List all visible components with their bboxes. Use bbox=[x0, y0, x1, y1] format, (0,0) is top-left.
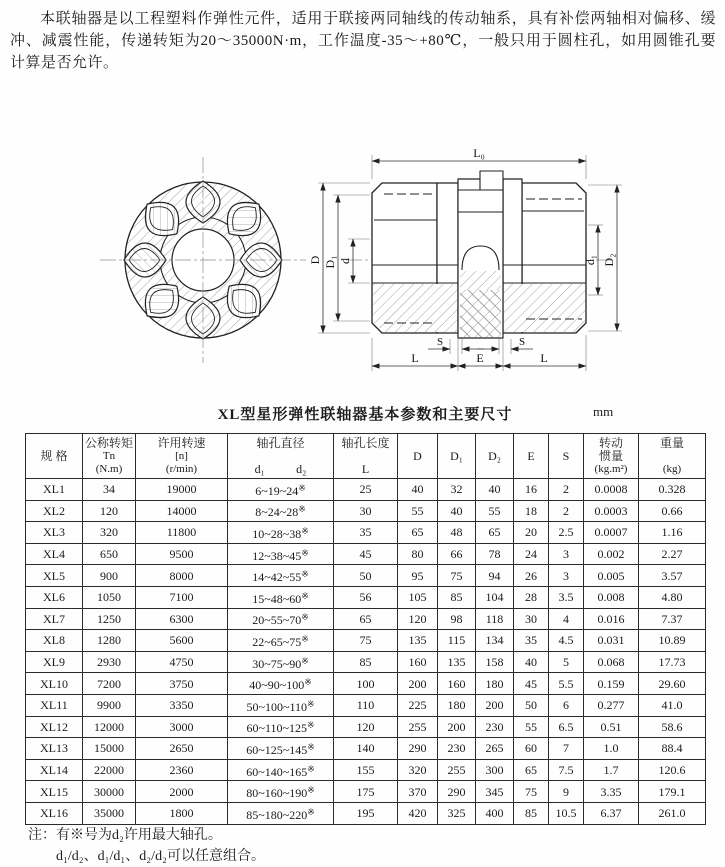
cell-spec: XL8 bbox=[26, 630, 83, 652]
max-bore-mark: ※ bbox=[304, 677, 312, 688]
note-2: d₁/d₂、d₁/d₁、d₂/d₂可以任意组合。 bbox=[56, 849, 265, 864]
cell-inertia: 0.002 bbox=[584, 543, 639, 565]
cell-D: 40 bbox=[398, 479, 438, 501]
dim-L-right: L bbox=[540, 351, 548, 365]
cell-length: 56 bbox=[334, 586, 398, 608]
cell-inertia: 0.008 bbox=[584, 586, 639, 608]
cell-speed: 3750 bbox=[136, 673, 228, 695]
cell-weight: 10.89 bbox=[639, 630, 706, 652]
cell-weight: 2.27 bbox=[639, 543, 706, 565]
max-bore-mark: ※ bbox=[307, 698, 315, 709]
max-bore-mark: ※ bbox=[307, 806, 315, 817]
cell-E: 28 bbox=[514, 586, 549, 608]
cell-D2: 345 bbox=[476, 781, 514, 803]
cell-inertia: 6.37 bbox=[584, 802, 639, 824]
col-E: E bbox=[514, 434, 549, 479]
cell-length: 85 bbox=[334, 651, 398, 673]
cell-D: 105 bbox=[398, 586, 438, 608]
cell-spec: XL12 bbox=[26, 716, 83, 738]
table-title: XL型星形弹性联轴器基本参数和主要尺寸 bbox=[217, 407, 513, 423]
cell-D2: 200 bbox=[476, 694, 514, 716]
left-claw bbox=[458, 190, 503, 212]
max-bore-mark: ※ bbox=[301, 547, 309, 558]
cell-S: 5.5 bbox=[549, 673, 584, 695]
table-unit: mm bbox=[593, 404, 614, 419]
cell-speed: 5600 bbox=[136, 630, 228, 652]
max-bore-mark: ※ bbox=[307, 720, 315, 731]
cell-length: 75 bbox=[334, 630, 398, 652]
cell-spec: XL13 bbox=[26, 738, 83, 760]
cell-E: 75 bbox=[514, 781, 549, 803]
cell-bore: 80~160~190※ bbox=[228, 781, 334, 803]
cell-torque: 12000 bbox=[83, 716, 136, 738]
cell-D1: 160 bbox=[438, 673, 476, 695]
cell-D: 225 bbox=[398, 694, 438, 716]
cell-bore: 60~110~125※ bbox=[228, 716, 334, 738]
notes bbox=[28, 825, 265, 867]
cell-D2: 180 bbox=[476, 673, 514, 695]
cell-S: 7 bbox=[549, 738, 584, 760]
parameters-table bbox=[25, 433, 706, 825]
cell-speed: 4750 bbox=[136, 651, 228, 673]
table-row bbox=[26, 522, 706, 544]
table-body bbox=[26, 479, 706, 825]
cell-weight: 120.6 bbox=[639, 759, 706, 781]
cell-D: 255 bbox=[398, 716, 438, 738]
cell-inertia: 1.7 bbox=[584, 759, 639, 781]
cell-E: 18 bbox=[514, 500, 549, 522]
cell-D2: 158 bbox=[476, 651, 514, 673]
cell-D2: 134 bbox=[476, 630, 514, 652]
max-bore-mark: ※ bbox=[301, 590, 309, 601]
cell-speed: 14000 bbox=[136, 500, 228, 522]
cell-E: 45 bbox=[514, 673, 549, 695]
cell-speed: 2360 bbox=[136, 759, 228, 781]
cell-speed: 7100 bbox=[136, 586, 228, 608]
cell-D1: 180 bbox=[438, 694, 476, 716]
cell-bore: 30~75~90※ bbox=[228, 651, 334, 673]
cell-D1: 115 bbox=[438, 630, 476, 652]
col-S: S bbox=[549, 434, 584, 479]
table-row bbox=[26, 630, 706, 652]
max-bore-mark: ※ bbox=[301, 655, 309, 666]
cell-speed: 2650 bbox=[136, 738, 228, 760]
cell-E: 60 bbox=[514, 738, 549, 760]
cell-length: 195 bbox=[334, 802, 398, 824]
table-row bbox=[26, 651, 706, 673]
dim-d1: d₁ bbox=[583, 254, 597, 266]
right-hatch bbox=[504, 284, 585, 332]
cell-weight: 4.80 bbox=[639, 586, 706, 608]
cell-inertia: 0.068 bbox=[584, 651, 639, 673]
cell-bore: 12~38~45※ bbox=[228, 543, 334, 565]
cell-D1: 230 bbox=[438, 738, 476, 760]
dim-S-right: S bbox=[518, 336, 526, 348]
cell-bore: 10~28~38※ bbox=[228, 522, 334, 544]
cell-bore: 14~42~55※ bbox=[228, 565, 334, 587]
table-row bbox=[26, 565, 706, 587]
col-D: D bbox=[398, 434, 438, 479]
col-speed: 许用转速 [n] (r/min) bbox=[136, 434, 228, 479]
cell-inertia: 0.159 bbox=[584, 673, 639, 695]
cell-D1: 85 bbox=[438, 586, 476, 608]
coupling-drawing bbox=[0, 133, 725, 395]
cell-bore: 50~100~110※ bbox=[228, 694, 334, 716]
cell-length: 175 bbox=[334, 781, 398, 803]
cell-D2: 94 bbox=[476, 565, 514, 587]
cell-torque: 1280 bbox=[83, 630, 136, 652]
cell-spec: XL14 bbox=[26, 759, 83, 781]
table-row bbox=[26, 586, 706, 608]
cell-torque: 22000 bbox=[83, 759, 136, 781]
table-row bbox=[26, 673, 706, 695]
cell-inertia: 0.277 bbox=[584, 694, 639, 716]
cell-inertia: 0.031 bbox=[584, 630, 639, 652]
cell-torque: 2930 bbox=[83, 651, 136, 673]
cell-length: 120 bbox=[334, 716, 398, 738]
cell-D: 135 bbox=[398, 630, 438, 652]
note-1: 注：有※号为d₂许用最大轴孔。 bbox=[28, 828, 222, 843]
cell-torque: 120 bbox=[83, 500, 136, 522]
dim-E: E bbox=[476, 351, 484, 365]
cell-D1: 48 bbox=[438, 522, 476, 544]
intro-paragraph: 本联轴器是以工程塑料作弹性元件，适用于联接两同轴线的传动轴系，具有补偿两轴相对偏移、缓冲、减震性能，传递转矩为20～35000N·m，工作温度-35～+80℃，一般只用于圆柱孔，如用圆锥孔要计算是否允许。 bbox=[10, 11, 716, 71]
element-hatch bbox=[460, 271, 501, 290]
cell-torque: 35000 bbox=[83, 802, 136, 824]
cell-weight: 261.0 bbox=[639, 802, 706, 824]
dim-D: D bbox=[308, 255, 322, 265]
cell-weight: 0.66 bbox=[639, 500, 706, 522]
dim-L0: L₀ bbox=[473, 146, 485, 160]
table-row bbox=[26, 694, 706, 716]
cell-D1: 290 bbox=[438, 781, 476, 803]
cell-torque: 15000 bbox=[83, 738, 136, 760]
cell-D: 320 bbox=[398, 759, 438, 781]
dim-d: d bbox=[338, 258, 352, 264]
cell-length: 100 bbox=[334, 673, 398, 695]
cell-bore: 60~125~145※ bbox=[228, 738, 334, 760]
left-hatch bbox=[373, 284, 457, 332]
cell-S: 6 bbox=[549, 694, 584, 716]
cell-S: 6.5 bbox=[549, 716, 584, 738]
header-row bbox=[26, 434, 706, 479]
cell-S: 3 bbox=[549, 565, 584, 587]
cell-E: 30 bbox=[514, 608, 549, 630]
element-crosshatch bbox=[460, 290, 501, 337]
table-row bbox=[26, 802, 706, 824]
cell-spec: XL15 bbox=[26, 781, 83, 803]
cell-D1: 325 bbox=[438, 802, 476, 824]
cell-inertia: 0.0007 bbox=[584, 522, 639, 544]
cell-speed: 3350 bbox=[136, 694, 228, 716]
cell-D2: 118 bbox=[476, 608, 514, 630]
cell-D1: 135 bbox=[438, 651, 476, 673]
cell-torque: 1250 bbox=[83, 608, 136, 630]
cell-S: 3 bbox=[549, 543, 584, 565]
cell-speed: 9500 bbox=[136, 543, 228, 565]
cell-bore: 60~140~165※ bbox=[228, 759, 334, 781]
cell-spec: XL7 bbox=[26, 608, 83, 630]
cell-D2: 55 bbox=[476, 500, 514, 522]
table-title-row bbox=[25, 403, 705, 425]
bore-d2-label: d₂ bbox=[296, 461, 307, 476]
cell-weight: 41.0 bbox=[639, 694, 706, 716]
cell-D2: 300 bbox=[476, 759, 514, 781]
table-row bbox=[26, 759, 706, 781]
cell-D1: 66 bbox=[438, 543, 476, 565]
cell-speed: 11800 bbox=[136, 522, 228, 544]
max-bore-mark: ※ bbox=[307, 763, 315, 774]
cell-E: 55 bbox=[514, 716, 549, 738]
cell-E: 35 bbox=[514, 630, 549, 652]
cell-speed: 1800 bbox=[136, 802, 228, 824]
cell-weight: 88.4 bbox=[639, 738, 706, 760]
cell-weight: 29.60 bbox=[639, 673, 706, 695]
max-bore-mark: ※ bbox=[307, 785, 315, 796]
cell-torque: 320 bbox=[83, 522, 136, 544]
cell-torque: 34 bbox=[83, 479, 136, 501]
cell-length: 25 bbox=[334, 479, 398, 501]
cell-D1: 40 bbox=[438, 500, 476, 522]
cell-D2: 230 bbox=[476, 716, 514, 738]
cell-D: 80 bbox=[398, 543, 438, 565]
cell-speed: 6300 bbox=[136, 608, 228, 630]
cell-torque: 650 bbox=[83, 543, 136, 565]
cell-E: 85 bbox=[514, 802, 549, 824]
cell-D2: 265 bbox=[476, 738, 514, 760]
dim-D1: D₁ bbox=[323, 255, 337, 269]
front-view bbox=[100, 157, 306, 363]
cell-E: 40 bbox=[514, 651, 549, 673]
cell-torque: 1050 bbox=[83, 586, 136, 608]
cell-length: 30 bbox=[334, 500, 398, 522]
cell-D2: 78 bbox=[476, 543, 514, 565]
cell-S: 2 bbox=[549, 500, 584, 522]
cell-E: 26 bbox=[514, 565, 549, 587]
cell-D2: 65 bbox=[476, 522, 514, 544]
table-row bbox=[26, 716, 706, 738]
cell-D1: 200 bbox=[438, 716, 476, 738]
table-row bbox=[26, 479, 706, 501]
cell-length: 45 bbox=[334, 543, 398, 565]
dim-S-left: S bbox=[436, 336, 444, 348]
cell-D: 290 bbox=[398, 738, 438, 760]
max-bore-mark: ※ bbox=[307, 741, 315, 752]
section-view bbox=[308, 146, 622, 371]
cell-inertia: 1.0 bbox=[584, 738, 639, 760]
cell-spec: XL6 bbox=[26, 586, 83, 608]
cell-length: 110 bbox=[334, 694, 398, 716]
cell-S: 3.5 bbox=[549, 586, 584, 608]
cell-length: 50 bbox=[334, 565, 398, 587]
cell-S: 9 bbox=[549, 781, 584, 803]
cell-D: 420 bbox=[398, 802, 438, 824]
table-row bbox=[26, 738, 706, 760]
col-D1: D₁ bbox=[438, 434, 476, 479]
max-bore-mark: ※ bbox=[301, 569, 309, 580]
cell-E: 65 bbox=[514, 759, 549, 781]
col-length: 轴孔长度 L bbox=[334, 434, 398, 479]
cell-E: 20 bbox=[514, 522, 549, 544]
table-row bbox=[26, 608, 706, 630]
cell-D: 370 bbox=[398, 781, 438, 803]
bore-d1-label: d₁ bbox=[254, 461, 265, 476]
col-torque: 公称转矩 Tn (N.m) bbox=[83, 434, 136, 479]
max-bore-mark: ※ bbox=[301, 525, 309, 536]
cell-weight: 179.1 bbox=[639, 781, 706, 803]
cell-D: 160 bbox=[398, 651, 438, 673]
cell-bore: 85~180~220※ bbox=[228, 802, 334, 824]
table-row bbox=[26, 500, 706, 522]
cell-S: 10.5 bbox=[549, 802, 584, 824]
cell-bore: 8~24~28※ bbox=[228, 500, 334, 522]
cell-D2: 40 bbox=[476, 479, 514, 501]
max-bore-mark: ※ bbox=[298, 504, 306, 515]
cell-speed: 3000 bbox=[136, 716, 228, 738]
cell-D: 95 bbox=[398, 565, 438, 587]
cell-inertia: 0.005 bbox=[584, 565, 639, 587]
cell-D1: 98 bbox=[438, 608, 476, 630]
cell-D: 120 bbox=[398, 608, 438, 630]
cell-D1: 75 bbox=[438, 565, 476, 587]
cell-spec: XL4 bbox=[26, 543, 83, 565]
cell-D: 65 bbox=[398, 522, 438, 544]
cell-inertia: 0.51 bbox=[584, 716, 639, 738]
cell-D2: 104 bbox=[476, 586, 514, 608]
cell-D1: 32 bbox=[438, 479, 476, 501]
cell-S: 5 bbox=[549, 651, 584, 673]
cell-torque: 9900 bbox=[83, 694, 136, 716]
cell-inertia: 0.0003 bbox=[584, 500, 639, 522]
dim-L-left: L bbox=[411, 351, 419, 365]
cell-spec: XL2 bbox=[26, 500, 83, 522]
dim-D2: D₂ bbox=[602, 253, 616, 267]
cell-spec: XL1 bbox=[26, 479, 83, 501]
cell-spec: XL3 bbox=[26, 522, 83, 544]
cell-S: 2.5 bbox=[549, 522, 584, 544]
cell-spec: XL11 bbox=[26, 694, 83, 716]
col-D2: D₂ bbox=[476, 434, 514, 479]
cell-bore: 22~65~75※ bbox=[228, 630, 334, 652]
col-bore: 轴孔直径 d₁ d₂ bbox=[228, 434, 334, 479]
cell-speed: 2000 bbox=[136, 781, 228, 803]
cell-bore: 6~19~24※ bbox=[228, 479, 334, 501]
cell-torque: 7200 bbox=[83, 673, 136, 695]
cell-inertia: 0.016 bbox=[584, 608, 639, 630]
col-spec: 规 格 bbox=[26, 434, 83, 479]
cell-D1: 255 bbox=[438, 759, 476, 781]
cell-weight: 58.6 bbox=[639, 716, 706, 738]
cell-spec: XL10 bbox=[26, 673, 83, 695]
table-row bbox=[26, 543, 706, 565]
max-bore-mark: ※ bbox=[298, 482, 306, 493]
cell-weight: 0.328 bbox=[639, 479, 706, 501]
cell-D: 55 bbox=[398, 500, 438, 522]
max-bore-mark: ※ bbox=[301, 612, 309, 623]
cell-S: 7.5 bbox=[549, 759, 584, 781]
table-row bbox=[26, 781, 706, 803]
cell-S: 4.5 bbox=[549, 630, 584, 652]
cell-inertia: 3.35 bbox=[584, 781, 639, 803]
max-bore-mark: ※ bbox=[301, 633, 309, 644]
cell-S: 2 bbox=[549, 479, 584, 501]
cell-D: 200 bbox=[398, 673, 438, 695]
cell-bore: 20~55~70※ bbox=[228, 608, 334, 630]
cell-weight: 1.16 bbox=[639, 522, 706, 544]
cell-weight: 17.73 bbox=[639, 651, 706, 673]
cell-weight: 3.57 bbox=[639, 565, 706, 587]
cell-weight: 7.37 bbox=[639, 608, 706, 630]
cell-torque: 30000 bbox=[83, 781, 136, 803]
cell-length: 155 bbox=[334, 759, 398, 781]
cell-length: 140 bbox=[334, 738, 398, 760]
cell-speed: 19000 bbox=[136, 479, 228, 501]
col-weight: 重量 (kg) bbox=[639, 434, 706, 479]
cell-inertia: 0.0008 bbox=[584, 479, 639, 501]
right-claw bbox=[480, 171, 503, 190]
cell-bore: 40~90~100※ bbox=[228, 673, 334, 695]
cell-bore: 15~48~60※ bbox=[228, 586, 334, 608]
cell-length: 35 bbox=[334, 522, 398, 544]
cell-spec: XL5 bbox=[26, 565, 83, 587]
cell-E: 16 bbox=[514, 479, 549, 501]
cell-torque: 900 bbox=[83, 565, 136, 587]
cell-spec: XL9 bbox=[26, 651, 83, 673]
cell-D2: 400 bbox=[476, 802, 514, 824]
cell-E: 24 bbox=[514, 543, 549, 565]
cell-E: 50 bbox=[514, 694, 549, 716]
cell-speed: 8000 bbox=[136, 565, 228, 587]
cell-length: 65 bbox=[334, 608, 398, 630]
cell-S: 4 bbox=[549, 608, 584, 630]
cell-spec: XL16 bbox=[26, 802, 83, 824]
col-inertia: 转动 惯量 (kg.m²) bbox=[584, 434, 639, 479]
